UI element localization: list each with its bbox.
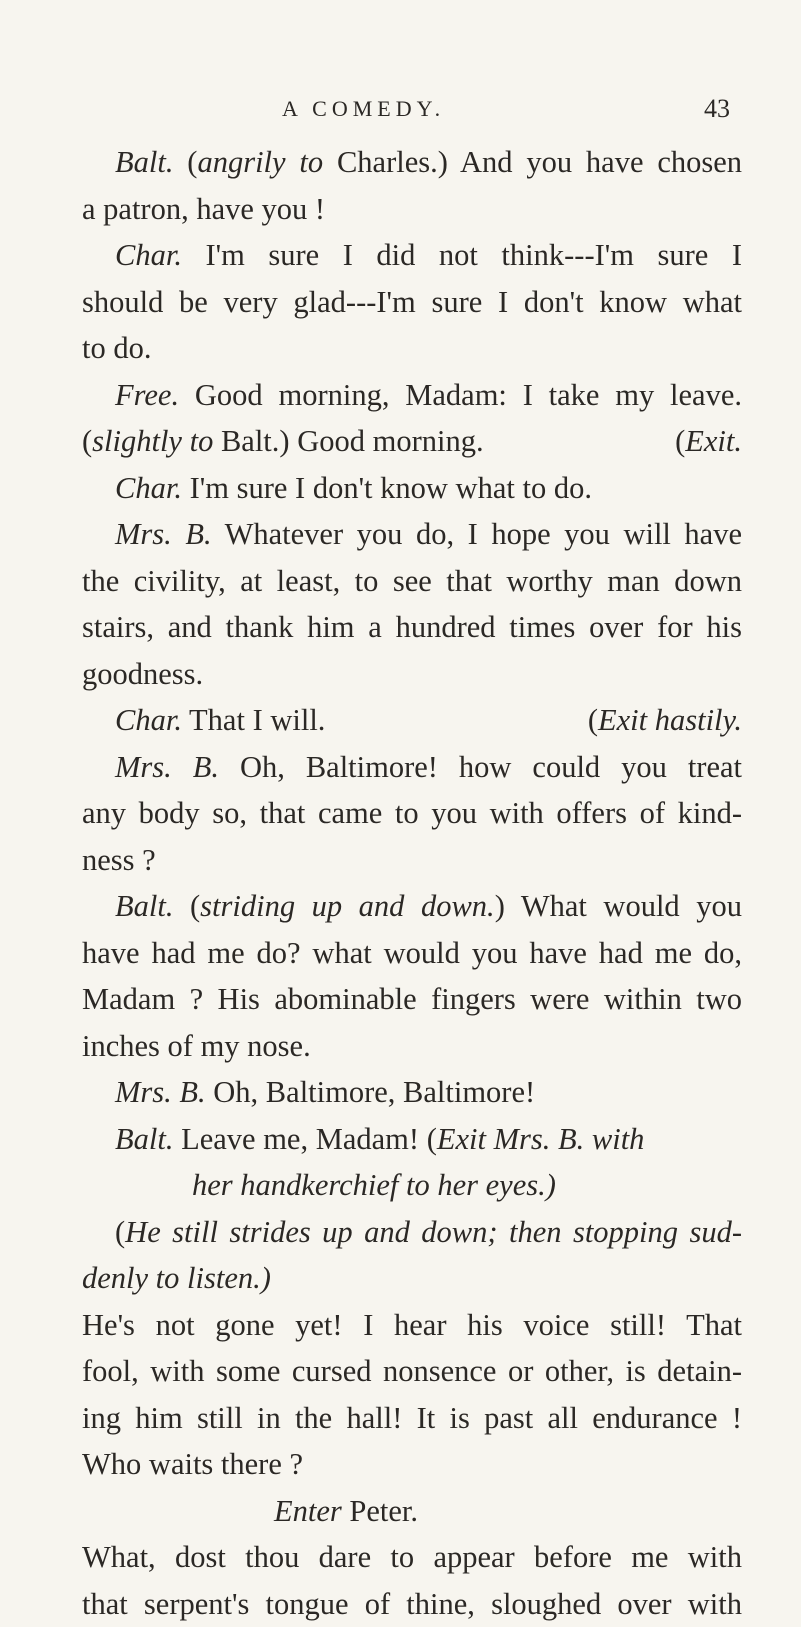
line-text: to do. [82,331,151,365]
text-line: Char. That I will. (Exit hastily. [82,697,742,744]
stage-direction: denly to listen.) [82,1261,271,1295]
text-line [82,930,742,977]
text-line [82,976,742,1023]
stage-direction: Enter [274,1494,342,1528]
page-number: 43 [704,94,730,124]
speaker-name: Balt. [115,1122,173,1156]
line-text: ing him still in the hall! It is past all endurance ! [82,1401,742,1435]
line-text: ness ? [82,843,156,877]
line-text: I'm sure I did not think---I'm sure I [206,238,743,272]
line-text: Oh, Baltimore, Baltimore! [213,1075,535,1109]
text-line [82,1023,742,1070]
line-text: I'm sure I don't know what to do. [190,471,592,505]
running-title: A COMEDY. [282,96,445,122]
stage-direction: striding up and down. [200,889,495,923]
speaker-name: Mrs. B. [115,750,219,784]
text-line [82,744,742,791]
text-line [82,651,742,698]
line-text: stairs, and thank him a hundred times over for his [82,610,742,644]
text-line [82,1302,742,1349]
text-line [82,511,742,558]
line-text: goodness. [82,657,203,691]
line-text: Whatever you do, I hope you will have [225,517,742,551]
line-text: Madam ? His abominable fingers were within two [82,982,742,1016]
line-text: Leave me, Madam! [181,1122,419,1156]
text-line [82,465,742,512]
line-text: He's not gone yet! I hear his voice still! That [82,1308,742,1342]
text-line: Balt. Leave me, Madam! (Exit Mrs. B. with [82,1116,742,1163]
line-text: that serpent's tongue of thine, sloughed over with [82,1587,742,1621]
text-line [82,1255,742,1302]
text-line [82,604,742,651]
line-text: a patron, have you ! [82,192,325,226]
speaker-name: Balt. [115,889,173,923]
line-text: Oh, Baltimore! how could you treat [240,750,742,784]
play-text [82,139,742,1627]
exit-direction: Exit hastily. [598,703,742,737]
line-text: Who waits there ? [82,1447,303,1481]
stage-direction: angrily to [197,145,323,179]
exit-direction: Exit. [685,424,742,458]
line-text: That I will. [189,703,325,737]
text-line [82,1534,742,1581]
text-line [82,1581,742,1627]
text-line [82,1488,742,1535]
line-text: Peter. [349,1494,418,1528]
text-line [82,325,742,372]
text-line: (slightly to Balt.) Good morning. (Exit. [82,418,742,465]
text-line: (He still strides up and down; then stopping sud- [82,1209,742,1256]
stage-direction: her handkerchief to her eyes.) [192,1168,556,1202]
text-line [82,1441,742,1488]
speaker-name: Free. [115,378,179,412]
line-text: Good morning, Madam: I take my leave. [195,378,742,412]
line-text: have had me do? what would you have had me do, [82,936,742,970]
line-text: any body so, that came to you with offers of kind- [82,796,742,830]
speaker-name: Char. [115,238,182,272]
text-line [82,1348,742,1395]
text-line [82,279,742,326]
page-header [0,96,801,136]
text-line: Balt. (striding up and down.) What would you [82,883,742,930]
line-text: What would you [521,889,742,923]
speaker-name: Mrs. B. [115,1075,206,1109]
stage-direction: He still strides up and down; then stopping sud- [125,1215,742,1249]
speaker-name: Char. [115,703,182,737]
line-text: Charles.) And you have chosen [337,145,742,179]
text-line [82,558,742,605]
text-line [82,1162,742,1209]
line-text: fool, with some cursed nonsence or other, is detain- [82,1354,742,1388]
line-text: Balt.) Good morning. [221,424,484,458]
text-line [82,186,742,233]
speaker-name: Char. [115,471,182,505]
exit-direction: Exit Mrs. B. with [437,1122,645,1156]
text-line [82,372,742,419]
line-text: should be very glad---I'm sure I don't know what [82,285,742,319]
text-line [82,790,742,837]
speaker-name: Mrs. B. [115,517,212,551]
text-line: Balt. (angrily to Charles.) And you have chosen [82,139,742,186]
text-line [82,232,742,279]
line-text: inches of my nose. [82,1029,311,1063]
line-text: the civility, at least, to see that worthy man down [82,564,742,598]
text-line [82,1069,742,1116]
text-line [82,837,742,884]
line-text: What, dost thou dare to appear before me with [82,1540,742,1574]
speaker-name: Balt. [115,145,173,179]
stage-direction: slightly to [92,424,213,458]
